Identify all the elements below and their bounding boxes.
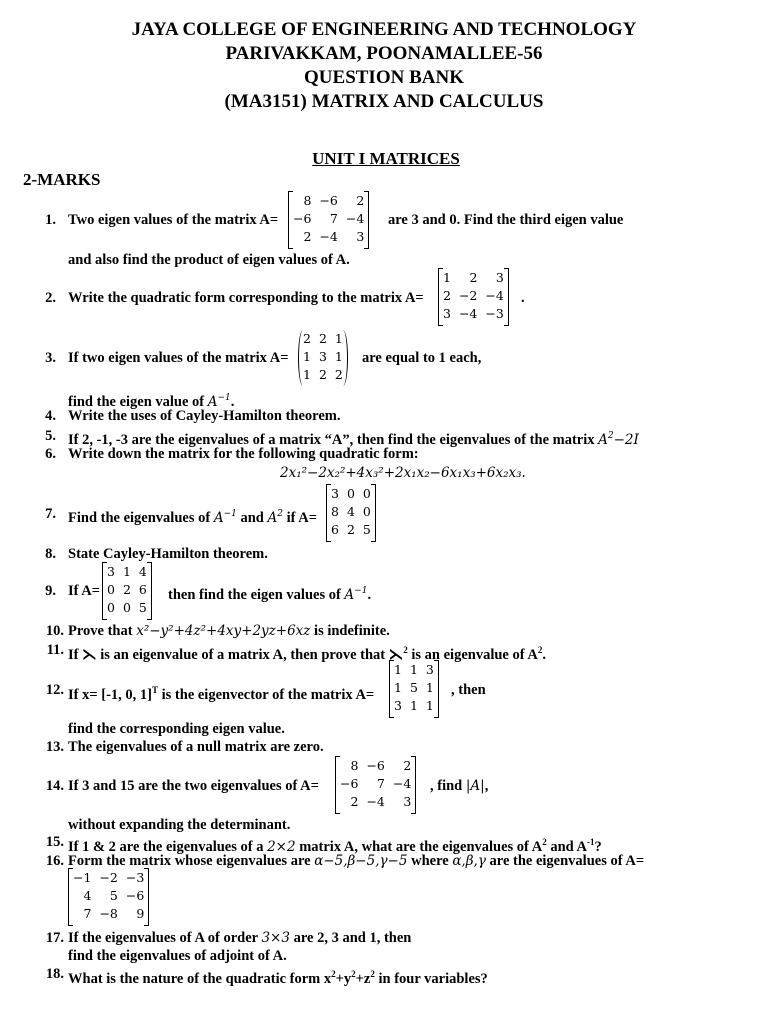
question-number: 18. bbox=[45, 966, 64, 982]
text-span: Find the eigenvalues of bbox=[68, 509, 211, 526]
question-number: 14. bbox=[45, 778, 64, 794]
matrix-cell: 3 bbox=[107, 564, 115, 579]
question-text: and also find the product of eigen values of A. bbox=[68, 252, 350, 268]
question-number: 1. bbox=[45, 212, 56, 228]
matrix-row bbox=[439, 269, 508, 287]
matrix-cell: 3 bbox=[403, 794, 412, 809]
matrix-cell: 1 bbox=[409, 698, 418, 713]
text-span: and A bbox=[550, 838, 587, 855]
question-number: 16. bbox=[45, 853, 64, 869]
matrix-row bbox=[289, 228, 368, 246]
question-number: 8. bbox=[45, 546, 56, 562]
matrix-cell: 8 bbox=[303, 193, 312, 208]
superscript: T bbox=[151, 685, 158, 695]
math-symbol: A bbox=[207, 393, 218, 410]
text-span: +y bbox=[335, 970, 352, 987]
text-span: , bbox=[484, 778, 489, 794]
question-text bbox=[68, 681, 374, 704]
matrix-cell: 2 bbox=[356, 193, 365, 208]
text-span: , find bbox=[430, 778, 463, 794]
math-symbol: A bbox=[213, 509, 224, 526]
matrix-9 bbox=[102, 563, 152, 619]
text-span: find the eigen value of bbox=[68, 393, 205, 410]
question-number: 9. bbox=[45, 583, 56, 599]
superscript: 2 bbox=[542, 837, 547, 847]
matrix-cell: 5 bbox=[109, 888, 118, 903]
matrix-row bbox=[336, 775, 415, 793]
matrix-row bbox=[439, 305, 508, 323]
question-text bbox=[68, 505, 317, 527]
quadratic-form-formula: 2x₁²−2x₂²+4x₃²+2x₁x₂−6x₁x₃+6x₂x₃. bbox=[280, 465, 526, 481]
matrix-cell: 2 bbox=[122, 582, 131, 597]
question-text: find the eigenvalues of adjoint of A. bbox=[68, 948, 287, 964]
text-span: If ⋋ is an eigenvalue of a matrix A, then prove that ⋋ bbox=[68, 646, 404, 663]
question-number: 11. bbox=[46, 642, 64, 658]
matrix-cell: 1 bbox=[303, 349, 311, 364]
superscript: 2 bbox=[537, 645, 543, 655]
matrix-row bbox=[289, 210, 368, 228]
matrix-cell: 6 bbox=[138, 582, 147, 597]
matrix-2 bbox=[438, 269, 509, 325]
matrix-bracket bbox=[147, 562, 152, 620]
text-span: in four variables? bbox=[378, 970, 488, 987]
matrix-cell: 1 bbox=[394, 662, 402, 677]
text-span: If 1 & 2 are the eigenvalues of a bbox=[68, 838, 264, 855]
matrix-cell: 1 bbox=[425, 698, 434, 713]
question-number: 3. bbox=[45, 350, 56, 366]
question-text: Two eigen values of the matrix A= bbox=[68, 212, 279, 228]
matrix-7 bbox=[326, 485, 376, 541]
matrix-cell: 0 bbox=[107, 600, 115, 615]
matrix-cell: 2 bbox=[334, 367, 343, 382]
matrix-bracket bbox=[326, 484, 331, 542]
matrix-bracket bbox=[335, 756, 340, 814]
text-span: if A= bbox=[286, 509, 318, 526]
matrix-table bbox=[289, 192, 368, 246]
matrix-cell: 1 bbox=[334, 349, 343, 364]
question-text: Write down the matrix for the following quadratic form: bbox=[68, 446, 419, 462]
question-text: without expanding the determinant. bbox=[68, 817, 291, 833]
text-span: matrix A, what are the eigenvalues of A bbox=[299, 838, 543, 855]
question-text: If A= bbox=[68, 583, 101, 599]
matrix-cell: 2 bbox=[318, 331, 327, 346]
matrix-cell: 1 bbox=[303, 367, 311, 382]
superscript: 2 bbox=[277, 509, 283, 519]
matrix-row bbox=[439, 287, 508, 305]
matrix-cell: 2 bbox=[318, 367, 327, 382]
matrix-table bbox=[439, 269, 508, 323]
matrix-cell: 3 bbox=[394, 698, 402, 713]
college-address: PARIVAKKAM, POONAMALLEE-56 bbox=[225, 43, 543, 64]
matrix-cell: 2 bbox=[303, 331, 311, 346]
matrix-cell: 1 bbox=[425, 680, 434, 695]
matrix-cell: 2 bbox=[303, 229, 312, 244]
matrix-3 bbox=[298, 330, 348, 386]
math-symbol: A bbox=[344, 586, 355, 603]
matrix-row bbox=[299, 348, 347, 366]
text-span: If the eigenvalues of A of order bbox=[68, 930, 258, 946]
question-number: 10. bbox=[45, 623, 64, 639]
matrix-cell: 7 bbox=[83, 906, 92, 921]
matrix-cell: 2 bbox=[443, 288, 451, 303]
matrix-table bbox=[103, 563, 151, 617]
matrix-bracket bbox=[144, 868, 149, 926]
question-number: 5. bbox=[45, 428, 56, 444]
matrix-row bbox=[69, 887, 148, 905]
question-text: The eigenvalues of a null matrix are zero. bbox=[68, 739, 324, 755]
matrix-bracket bbox=[389, 660, 394, 718]
superscript: 2 bbox=[607, 431, 614, 441]
text-span: are the eigenvalues of A= bbox=[489, 853, 645, 869]
matrix-row bbox=[336, 793, 415, 811]
math-symbol: |A| bbox=[465, 778, 485, 794]
math-symbol: A bbox=[267, 509, 278, 526]
matrix-bracket bbox=[411, 756, 416, 814]
matrix-cell: −6 bbox=[125, 888, 145, 903]
text-span: is the eigenvector of the matrix A= bbox=[161, 686, 375, 703]
matrix-cell: 1 bbox=[409, 662, 418, 677]
matrix-cell: −6 bbox=[319, 193, 338, 208]
matrix-row bbox=[103, 563, 151, 581]
matrix-table bbox=[69, 869, 148, 923]
matrix-cell: 3 bbox=[443, 306, 451, 321]
matrix-cell: 3 bbox=[356, 229, 365, 244]
matrix-cell: −4 bbox=[392, 776, 412, 791]
matrix-cell: 5 bbox=[362, 522, 371, 537]
math-formula: α−5,β−5,γ−5 bbox=[314, 853, 408, 869]
matrix-cell: −8 bbox=[99, 906, 118, 921]
matrix-cell: −3 bbox=[485, 306, 504, 321]
matrix-cell: 7 bbox=[376, 776, 385, 791]
question-number: 7. bbox=[45, 506, 56, 522]
matrix-bracket bbox=[371, 484, 376, 542]
question-number: 4. bbox=[45, 408, 56, 424]
superscript: 2 bbox=[351, 969, 356, 979]
matrix-bracket bbox=[68, 868, 73, 926]
matrix-cell: 2 bbox=[350, 794, 359, 809]
matrix-row bbox=[299, 366, 347, 384]
matrix-cell: −6 bbox=[366, 758, 385, 773]
question-text: Write the quadratic form corresponding to the matrix A= bbox=[68, 290, 424, 306]
course-title: (MA3151) MATRIX AND CALCULUS bbox=[224, 91, 544, 112]
question-text bbox=[68, 852, 644, 870]
matrix-row bbox=[103, 599, 151, 617]
question-text bbox=[68, 622, 390, 640]
matrix-row bbox=[289, 192, 368, 210]
matrix-cell: 0 bbox=[346, 486, 355, 501]
matrix-row bbox=[390, 679, 438, 697]
question-text bbox=[68, 641, 546, 664]
matrix-bracket bbox=[504, 268, 509, 326]
text-span: . bbox=[542, 646, 546, 663]
matrix-cell: −1 bbox=[73, 870, 92, 885]
question-text: find the corresponding eigen value. bbox=[68, 721, 285, 737]
matrix-cell: 2 bbox=[346, 522, 355, 537]
question-text: Write the uses of Cayley-Hamilton theorem. bbox=[68, 408, 341, 424]
math-formula: x²−y²+4z²+4xy+2yz+6xz bbox=[136, 623, 311, 639]
matrix-row bbox=[336, 757, 415, 775]
matrix-cell: 1 bbox=[394, 680, 402, 695]
matrix-row bbox=[327, 503, 375, 521]
text-span: Prove that bbox=[68, 623, 133, 639]
text-span: If x= [-1, 0, 1] bbox=[68, 686, 152, 703]
matrix-12 bbox=[389, 661, 439, 717]
question-number: 12. bbox=[45, 682, 64, 698]
superscript: 2 bbox=[403, 645, 408, 655]
matrix-cell: −4 bbox=[366, 794, 385, 809]
question-text: , then bbox=[451, 682, 486, 698]
matrix-1 bbox=[288, 192, 369, 248]
matrix-table bbox=[327, 485, 375, 539]
text-span: then find the eigen values of bbox=[168, 586, 341, 603]
matrix-row bbox=[69, 905, 148, 923]
math-formula: α,β,γ bbox=[452, 853, 486, 869]
matrix-bracket bbox=[438, 268, 443, 326]
math-symbol: 2×2 bbox=[267, 838, 296, 855]
matrix-row bbox=[327, 485, 375, 503]
matrix-cell: 8 bbox=[331, 504, 339, 519]
question-text: are 3 and 0. Find the third eigen value bbox=[388, 212, 624, 228]
matrix-cell: −6 bbox=[340, 776, 359, 791]
matrix-cell: 0 bbox=[362, 504, 371, 519]
matrix-cell: −2 bbox=[99, 870, 118, 885]
matrix-table bbox=[299, 330, 347, 384]
matrix-cell: 4 bbox=[138, 564, 147, 579]
matrix-cell: 2 bbox=[469, 270, 478, 285]
text-span: are 2, 3 and 1, then bbox=[293, 930, 412, 946]
matrix-table bbox=[390, 661, 438, 715]
question-text bbox=[68, 929, 411, 947]
text-span: and bbox=[240, 509, 264, 526]
section-heading: 2-MARKS bbox=[23, 170, 101, 189]
matrix-bracket bbox=[364, 191, 369, 249]
matrix-cell: 3 bbox=[318, 349, 327, 364]
matrix-cell: 1 bbox=[443, 270, 451, 285]
question-number: 15. bbox=[45, 834, 64, 850]
matrix-cell: −4 bbox=[345, 211, 365, 226]
text-span: ? bbox=[594, 838, 602, 855]
matrix-cell: 3 bbox=[331, 486, 339, 501]
text-span: If 2, -1, -3 are the eigenvalues of a matrix “A”, then find the eigenvalues of the matrix bbox=[68, 431, 595, 448]
matrix-cell: 1 bbox=[334, 331, 343, 346]
superscript: −1 bbox=[223, 509, 237, 519]
text-span: Form the matrix whose eigenvalues are bbox=[68, 853, 311, 869]
matrix-row bbox=[69, 869, 148, 887]
text-span: where bbox=[411, 853, 449, 869]
matrix-cell: 0 bbox=[122, 600, 131, 615]
question-text: If two eigen values of the matrix A= bbox=[68, 350, 289, 366]
question-text: are equal to 1 each, bbox=[362, 350, 482, 366]
superscript: −1 bbox=[354, 586, 368, 596]
question-text bbox=[68, 965, 488, 988]
text-span: +z bbox=[355, 970, 371, 987]
matrix-cell: 9 bbox=[136, 906, 145, 921]
matrix-cell: 3 bbox=[495, 270, 504, 285]
math-symbol: −2I bbox=[613, 431, 639, 448]
question-text: State Cayley-Hamilton theorem. bbox=[68, 546, 268, 562]
matrix-row bbox=[299, 330, 347, 348]
question-text: If 3 and 15 are the two eigenvalues of A= bbox=[68, 778, 319, 794]
matrix-cell: 2 bbox=[403, 758, 412, 773]
matrix-bracket bbox=[288, 191, 293, 249]
superscript: 2 bbox=[370, 969, 375, 979]
matrix-cell: −4 bbox=[458, 306, 478, 321]
matrix-16 bbox=[68, 869, 149, 925]
question-number: 17. bbox=[45, 930, 64, 946]
superscript: -1 bbox=[587, 837, 595, 847]
text-span: is indefinite. bbox=[314, 623, 390, 639]
matrix-row bbox=[103, 581, 151, 599]
matrix-cell: −4 bbox=[319, 229, 338, 244]
matrix-cell: 4 bbox=[83, 888, 92, 903]
matrix-row bbox=[390, 697, 438, 715]
matrix-cell: 5 bbox=[138, 600, 147, 615]
document-header bbox=[0, 18, 768, 114]
matrix-cell: 0 bbox=[362, 486, 371, 501]
matrix-cell: −2 bbox=[458, 288, 478, 303]
matrix-bracket bbox=[102, 562, 107, 620]
text-span: . bbox=[230, 393, 235, 410]
matrix-row bbox=[390, 661, 438, 679]
matrix-cell: 8 bbox=[350, 758, 359, 773]
text-span: What is the nature of the quadratic form x bbox=[68, 970, 332, 987]
math-symbol: 3×3 bbox=[261, 930, 290, 946]
matrix-cell: 4 bbox=[346, 504, 355, 519]
question-text bbox=[168, 582, 371, 604]
superscript: 2 bbox=[331, 969, 336, 979]
question-number: 13. bbox=[45, 739, 64, 755]
matrix-bracket bbox=[434, 660, 439, 718]
matrix-cell: 7 bbox=[329, 211, 338, 226]
matrix-cell: 0 bbox=[107, 582, 115, 597]
question-number: 2. bbox=[45, 290, 56, 306]
matrix-cell: −4 bbox=[485, 288, 504, 303]
matrix-14 bbox=[335, 757, 416, 813]
matrix-cell: 6 bbox=[331, 522, 339, 537]
text-span: . bbox=[367, 586, 372, 603]
matrix-row bbox=[327, 521, 375, 539]
matrix-table bbox=[336, 757, 415, 811]
question-text: . bbox=[521, 290, 525, 306]
math-symbol: A bbox=[598, 431, 608, 448]
matrix-cell: 1 bbox=[122, 564, 131, 579]
text-span: is an eigenvalue of A bbox=[411, 646, 538, 663]
matrix-cell: −6 bbox=[293, 211, 312, 226]
question-text bbox=[430, 777, 488, 795]
matrix-cell: −3 bbox=[125, 870, 145, 885]
matrix-cell: 3 bbox=[425, 662, 434, 677]
college-name: JAYA COLLEGE OF ENGINEERING AND TECHNOLOGY bbox=[131, 19, 637, 40]
doc-type: QUESTION BANK bbox=[304, 67, 464, 88]
superscript: −1 bbox=[217, 393, 231, 403]
matrix-cell: 5 bbox=[409, 680, 418, 695]
question-number: 6. bbox=[45, 446, 56, 462]
unit-title: UNIT I MATRICES bbox=[312, 149, 460, 168]
